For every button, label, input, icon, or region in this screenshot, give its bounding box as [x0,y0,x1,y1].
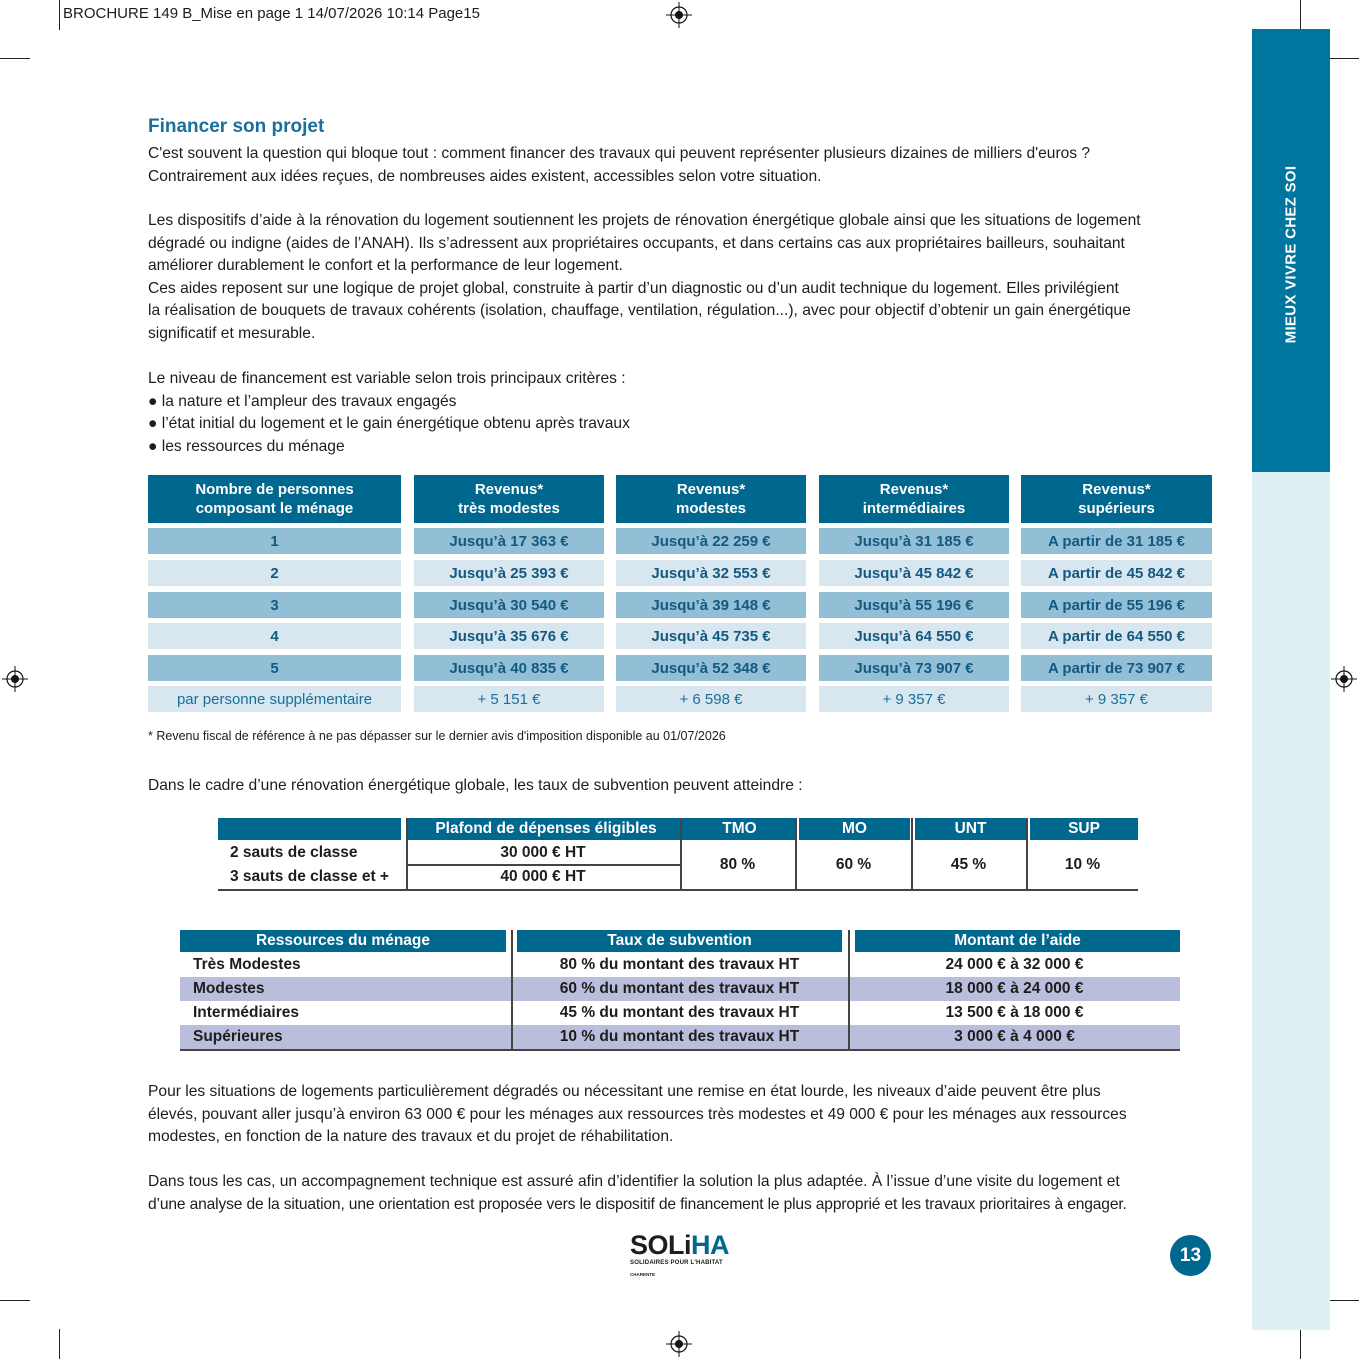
table-row [180,953,1180,977]
crop-mark [1329,58,1359,59]
registration-mark-icon [1331,666,1357,692]
table-row [148,560,1212,586]
table-cell: Jusqu’à 64 550 € [819,623,1009,649]
table-cell: Jusqu’à 30 540 € [414,592,604,618]
text-line: Ces aides reposent sur une logique de projet global, construite à partir d’un diagnostic ou d’un audit technique du logement. Elles privilégient [148,279,1119,297]
registration-mark-icon [666,1331,692,1357]
table-cell: + 6 598 € [616,686,806,712]
crop-mark [1329,1300,1359,1301]
crop-mark [59,0,60,30]
header-line: composant le ménage [195,500,354,517]
header-line: Revenus* [879,481,949,498]
header-cell: UNT [915,818,1026,840]
registration-mark-icon [2,666,28,692]
table-row [148,655,1212,681]
rate-cell: 60 % [835,856,872,873]
table-row [148,623,1212,649]
table-cell: A partir de 55 196 € [1021,592,1212,618]
divider [848,930,850,1050]
divider [680,818,682,890]
row-label: 2 sauts de classe [230,844,358,861]
intro-paragraph [148,143,1212,188]
table-row [180,1025,1180,1049]
table-cell: Jusqu’à 25 393 € [414,560,604,586]
list-item: ● l’état initial du logement et le gain énergétique obtenu après travaux [148,415,630,432]
header-cell [819,475,1009,523]
table-cell: Jusqu’à 73 907 € [819,655,1009,681]
table-cell: Jusqu’à 55 196 € [819,592,1009,618]
table-cell: + 9 357 € [1021,686,1212,712]
table-header-row [148,475,1212,523]
divider [218,889,1138,891]
text-line: Pour les situations de logements particulièrement dégradés ou nécessitant une remise en état lourde, les niveaux d’aide peuvent être plus [148,1083,1101,1100]
table-cell: Jusqu’à 35 676 € [414,623,604,649]
header-cell: MO [799,818,910,840]
table-cell: A partir de 31 185 € [1021,528,1212,554]
crop-mark [59,1329,60,1359]
text-line: améliorer durablement le confort et la performance de leur logement. [148,257,623,274]
aid-amount-table [180,930,1180,1050]
table-cell: Jusqu’à 45 735 € [616,623,806,649]
table-cell: Très Modestes [193,956,301,973]
text-line: Dans tous les cas, un accompagnement technique est assuré afin d’identifier la solution la plus adaptée. À l’issue d’une visite du logement et [148,1173,1120,1190]
header-line: supérieurs [1078,500,1155,517]
list-item: ● les ressources du ménage [148,437,345,455]
table-cell: 3 000 € à 4 000 € [954,1028,1075,1045]
table-cell: Intermédiaires [193,1004,299,1021]
divider [406,818,408,890]
support-paragraph [148,1171,1212,1216]
divider [795,818,797,890]
page-number: 13 [1170,1235,1211,1276]
table-cell: 4 [148,623,401,649]
criteria-list [148,368,1212,458]
header-line: modestes [675,500,747,517]
logo-word-part: HA [691,1230,730,1260]
rate-cell: 10 % [1064,856,1101,873]
header-cell: TMO [684,818,795,840]
header-line: Revenus* [1082,481,1151,498]
row-value: 30 000 € HT [500,844,586,861]
logo-tagline: SOLIDAIRES POUR L'HABITAT [630,1260,723,1266]
header-cell: SUP [1030,818,1138,840]
table-cell: + 9 357 € [819,686,1009,712]
table-cell: 45 % du montant des travaux HT [559,1004,800,1021]
header-cell: Plafond de dépenses éligibles [406,818,686,840]
table-cell: Jusqu’à 17 363 € [414,528,604,554]
text-line: Contrairement aux idées reçues, de nombreuses aides existent, accessibles selon votre situation. [148,167,822,185]
table-cell: 13 500 € à 18 000 € [945,1004,1084,1021]
table-cell: Jusqu’à 45 842 € [819,560,1009,586]
text-line: la réalisation de bouquets de travaux cohérents (isolation, chauffage, ventilation, régulation...), avec pour objectif d’obtenir un gain énergétique [148,302,1131,319]
divider [511,930,513,1050]
subsidy-rate-table [218,818,1138,890]
logo-word-part: SOLi [630,1230,692,1260]
registration-mark-icon [666,2,692,28]
list-item: ● la nature et l’ampleur des travaux engagés [148,392,457,410]
table-row [180,1001,1180,1025]
row-value: 40 000 € HT [500,868,586,885]
text-line: d’une analyse de la situation, une orientation est proposée vers le dispositif de financement le plus approprié et les travaux prioritaires à engager. [148,1195,1127,1213]
text-line: significatif et mesurable. [148,324,316,342]
row-label: 3 sauts de classe et + [230,868,389,885]
closing-paragraph [148,1081,1212,1149]
table-cell: 1 [148,528,401,554]
table-cell: Jusqu’à 40 835 € [414,655,604,681]
text-line: Les dispositifs d’aide à la rénovation du logement soutiennent les projets de rénovation énergétique globale ainsi que les situations de logement [148,212,1141,229]
header-line: très modestes [458,500,560,517]
table-cell: par personne supplémentaire [148,686,401,712]
header-cell: Ressources du ménage [180,930,506,952]
aid-paragraph [148,210,1212,345]
logo-region: CHARENTE [630,1272,656,1277]
text-line: C'est souvent la question qui bloque tout : comment financer des travaux qui peuvent représenter plusieurs dizaines de milliers d'euros ? [148,145,1091,162]
rate-cell: 45 % [950,856,987,873]
table-cell: Jusqu’à 22 259 € [616,528,806,554]
table-cell: 2 [148,560,401,586]
header-cell: Montant de l’aide [855,930,1180,952]
header-line: Nombre de personnes [195,481,354,498]
header-line: Revenus* [474,481,544,498]
table-cell: 24 000 € à 32 000 € [945,956,1084,973]
table-row [148,686,1212,712]
divider [180,1049,1180,1051]
header-cell [148,475,401,523]
table-cell: Jusqu’à 32 553 € [616,560,806,586]
table-row [180,977,1180,1001]
header-cell: Taux de subvention [517,930,842,952]
table-cell: 5 [148,655,401,681]
table-row [148,592,1212,618]
table-cell: 60 % du montant des travaux HT [559,980,800,997]
table-cell: 18 000 € à 24 000 € [945,980,1084,997]
table-cell: + 5 151 € [414,686,604,712]
table-cell: Jusqu’à 39 148 € [616,592,806,618]
section-title: Financer son projet [148,116,325,137]
sidebar-band [1252,472,1330,1330]
table-cell: Jusqu’à 52 348 € [616,655,806,681]
crop-mark [1300,1329,1301,1359]
text-line: élevés, pouvant aller jusqu’à environ 63 000 € pour les ménages aux ressources très modestes et 49 000 € pour les ménages aux ressources [148,1105,1127,1123]
criteria-intro: Le niveau de financement est variable selon trois principaux critères : [148,370,626,387]
table-cell: 3 [148,592,401,618]
header-cell [1021,475,1212,523]
header-line: Revenus* [676,481,746,498]
crop-mark [0,1300,30,1301]
table-cell: 80 % du montant des travaux HT [559,956,800,973]
header-cell [218,818,401,840]
header-line: intermédiaires [862,500,966,517]
table-footnote: * Revenu fiscal de référence à ne pas dépasser sur le dernier avis d'imposition disponible au 01/07/2026 [148,729,726,743]
text-line: modestes, en fonction de la nature des travaux et du projet de réhabilitation. [148,1128,674,1145]
table-cell: A partir de 64 550 € [1021,623,1212,649]
table-cell: Jusqu’à 31 185 € [819,528,1009,554]
table-cell: 10 % du montant des travaux HT [559,1028,800,1045]
table-cell: A partir de 45 842 € [1021,560,1212,586]
table-cell: Modestes [193,980,265,997]
text-line: dégradé ou indigne (aides de l’ANAH). Ils s’adressent aux propriétaires occupants, et dans certains cas aux propriétaires bailleurs, souhaitant [148,234,1125,252]
rate-cell: 80 % [719,856,756,873]
logo-wordmark [630,1232,730,1259]
divider [911,818,913,890]
soliha-logo [630,1232,730,1280]
table-row [148,528,1212,554]
divider [406,864,680,866]
sidebar-label: MIEUX VIVRE CHEZ SOI [1282,165,1300,344]
header-cell [414,475,604,523]
header-cell [616,475,806,523]
subsidy-intro: Dans le cadre d’une rénovation énergétique globale, les taux de subvention peuvent atteindre : [148,777,803,794]
print-slug: BROCHURE 149 B_Mise en page 1 14/07/2026 10:14 Page15 [63,5,480,22]
sidebar-label-wrap [1252,29,1330,472]
divider [1026,818,1028,890]
table-cell: A partir de 73 907 € [1021,655,1212,681]
crop-mark [1300,0,1301,30]
table-cell: Supérieures [193,1028,283,1045]
crop-mark [0,58,30,59]
